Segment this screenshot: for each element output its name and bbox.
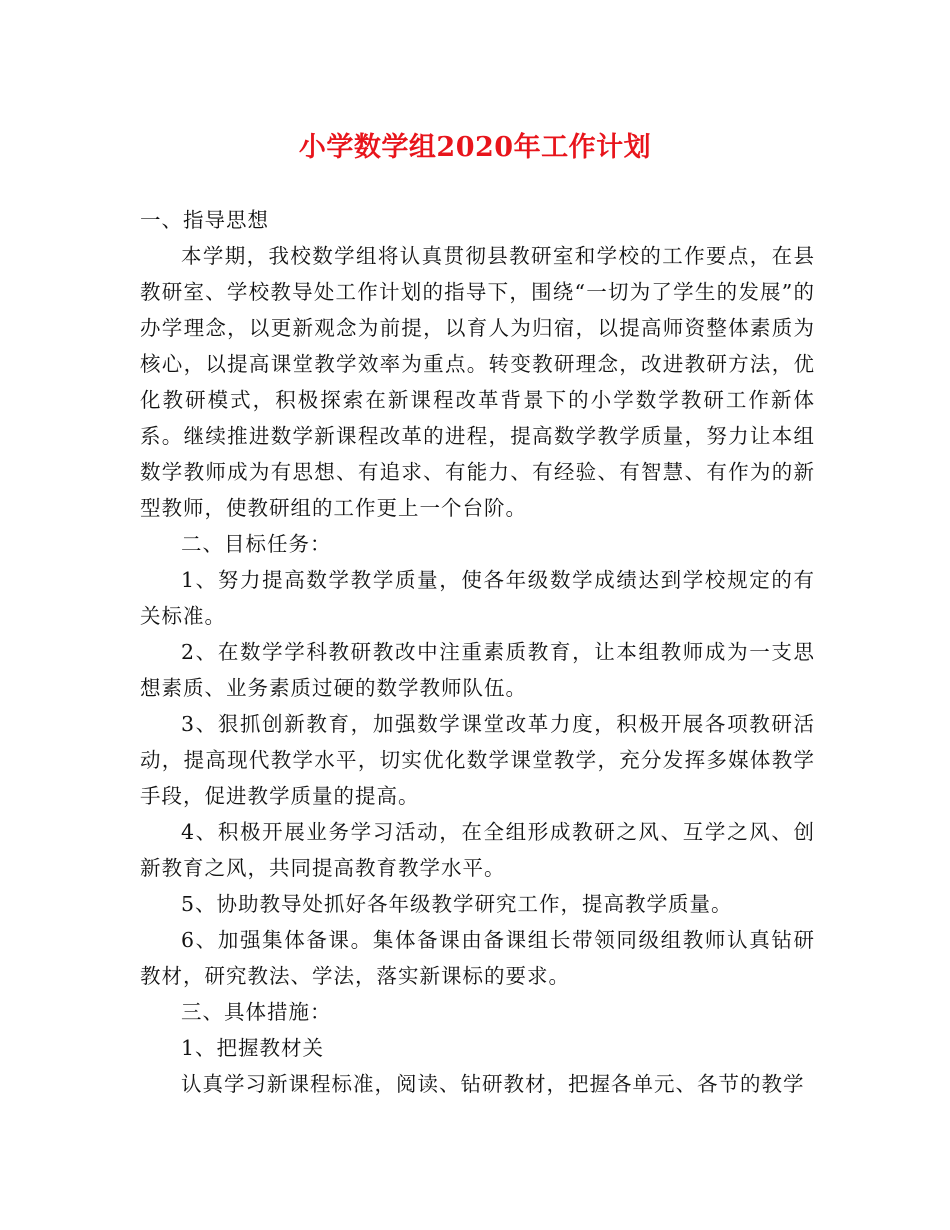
heading-guiding-ideology: 一、指导思想 [140,208,269,232]
document-title: 小学数学组2020年工作计划 [298,132,652,163]
measure-item-1-text: 认真学习新课程标准，阅读、钻研教材，把握各单元、各节的教学 [181,1072,805,1096]
heading-measures: 三、具体措施： [181,1000,332,1024]
paragraph-guiding-ideology: 本学期，我校数学组将认真贯彻县教研室和学校的工作要点，在县教研室、学校教导处工作计划的指导下，围绕“一切为了学生的发展”的办学理念，以更新观念为前提，以育人为归宿，以提高师资整体素质为核心，以提高课堂教学效率为重点。转变教研理念，改进教研方法，优化教研模式，积极探索在新课程改革背景下的小学数学教研工作新体系。继续推进数学新课程改革的进程，提高数学教学质量，努力让本组数学教师成为有思想、有追求、有能力、有经验、有智慧、有作为的新型教师，使教研组的工作更上一个台阶。 [140,244,815,520]
measure-item-1-heading: 1、把握教材关 [181,1036,325,1060]
heading-goals-tasks: 二、目标任务： [181,532,332,556]
goal-item-5: 5、协助教导处抓好各年级教学研究工作，提高教学质量。 [181,892,733,916]
document-body [140,202,815,1102]
goal-item-4: 4、积极开展业务学习活动，在全组形成教研之风、互学之风、创新教育之风，共同提高教育教学水平。 [140,820,815,880]
goal-item-1: 1、努力提高数学教学质量，使各年级数学成绩达到学校规定的有关标准。 [140,568,815,628]
goal-item-2: 2、在数学学科教研教改中注重素质教育，让本组教师成为一支思想素质、业务素质过硬的数学教师队伍。 [140,640,815,700]
goal-item-6: 6、加强集体备课。集体备课由备课组长带领同级组教师认真钻研教材，研究教法、学法，落实新课标的要求。 [140,928,815,988]
goal-item-3: 3、狠抓创新教育，加强数学课堂改革力度，积极开展各项教研活动，提高现代教学水平，切实优化数学课堂教学，充分发挥多媒体教学手段，促进教学质量的提高。 [140,712,815,808]
